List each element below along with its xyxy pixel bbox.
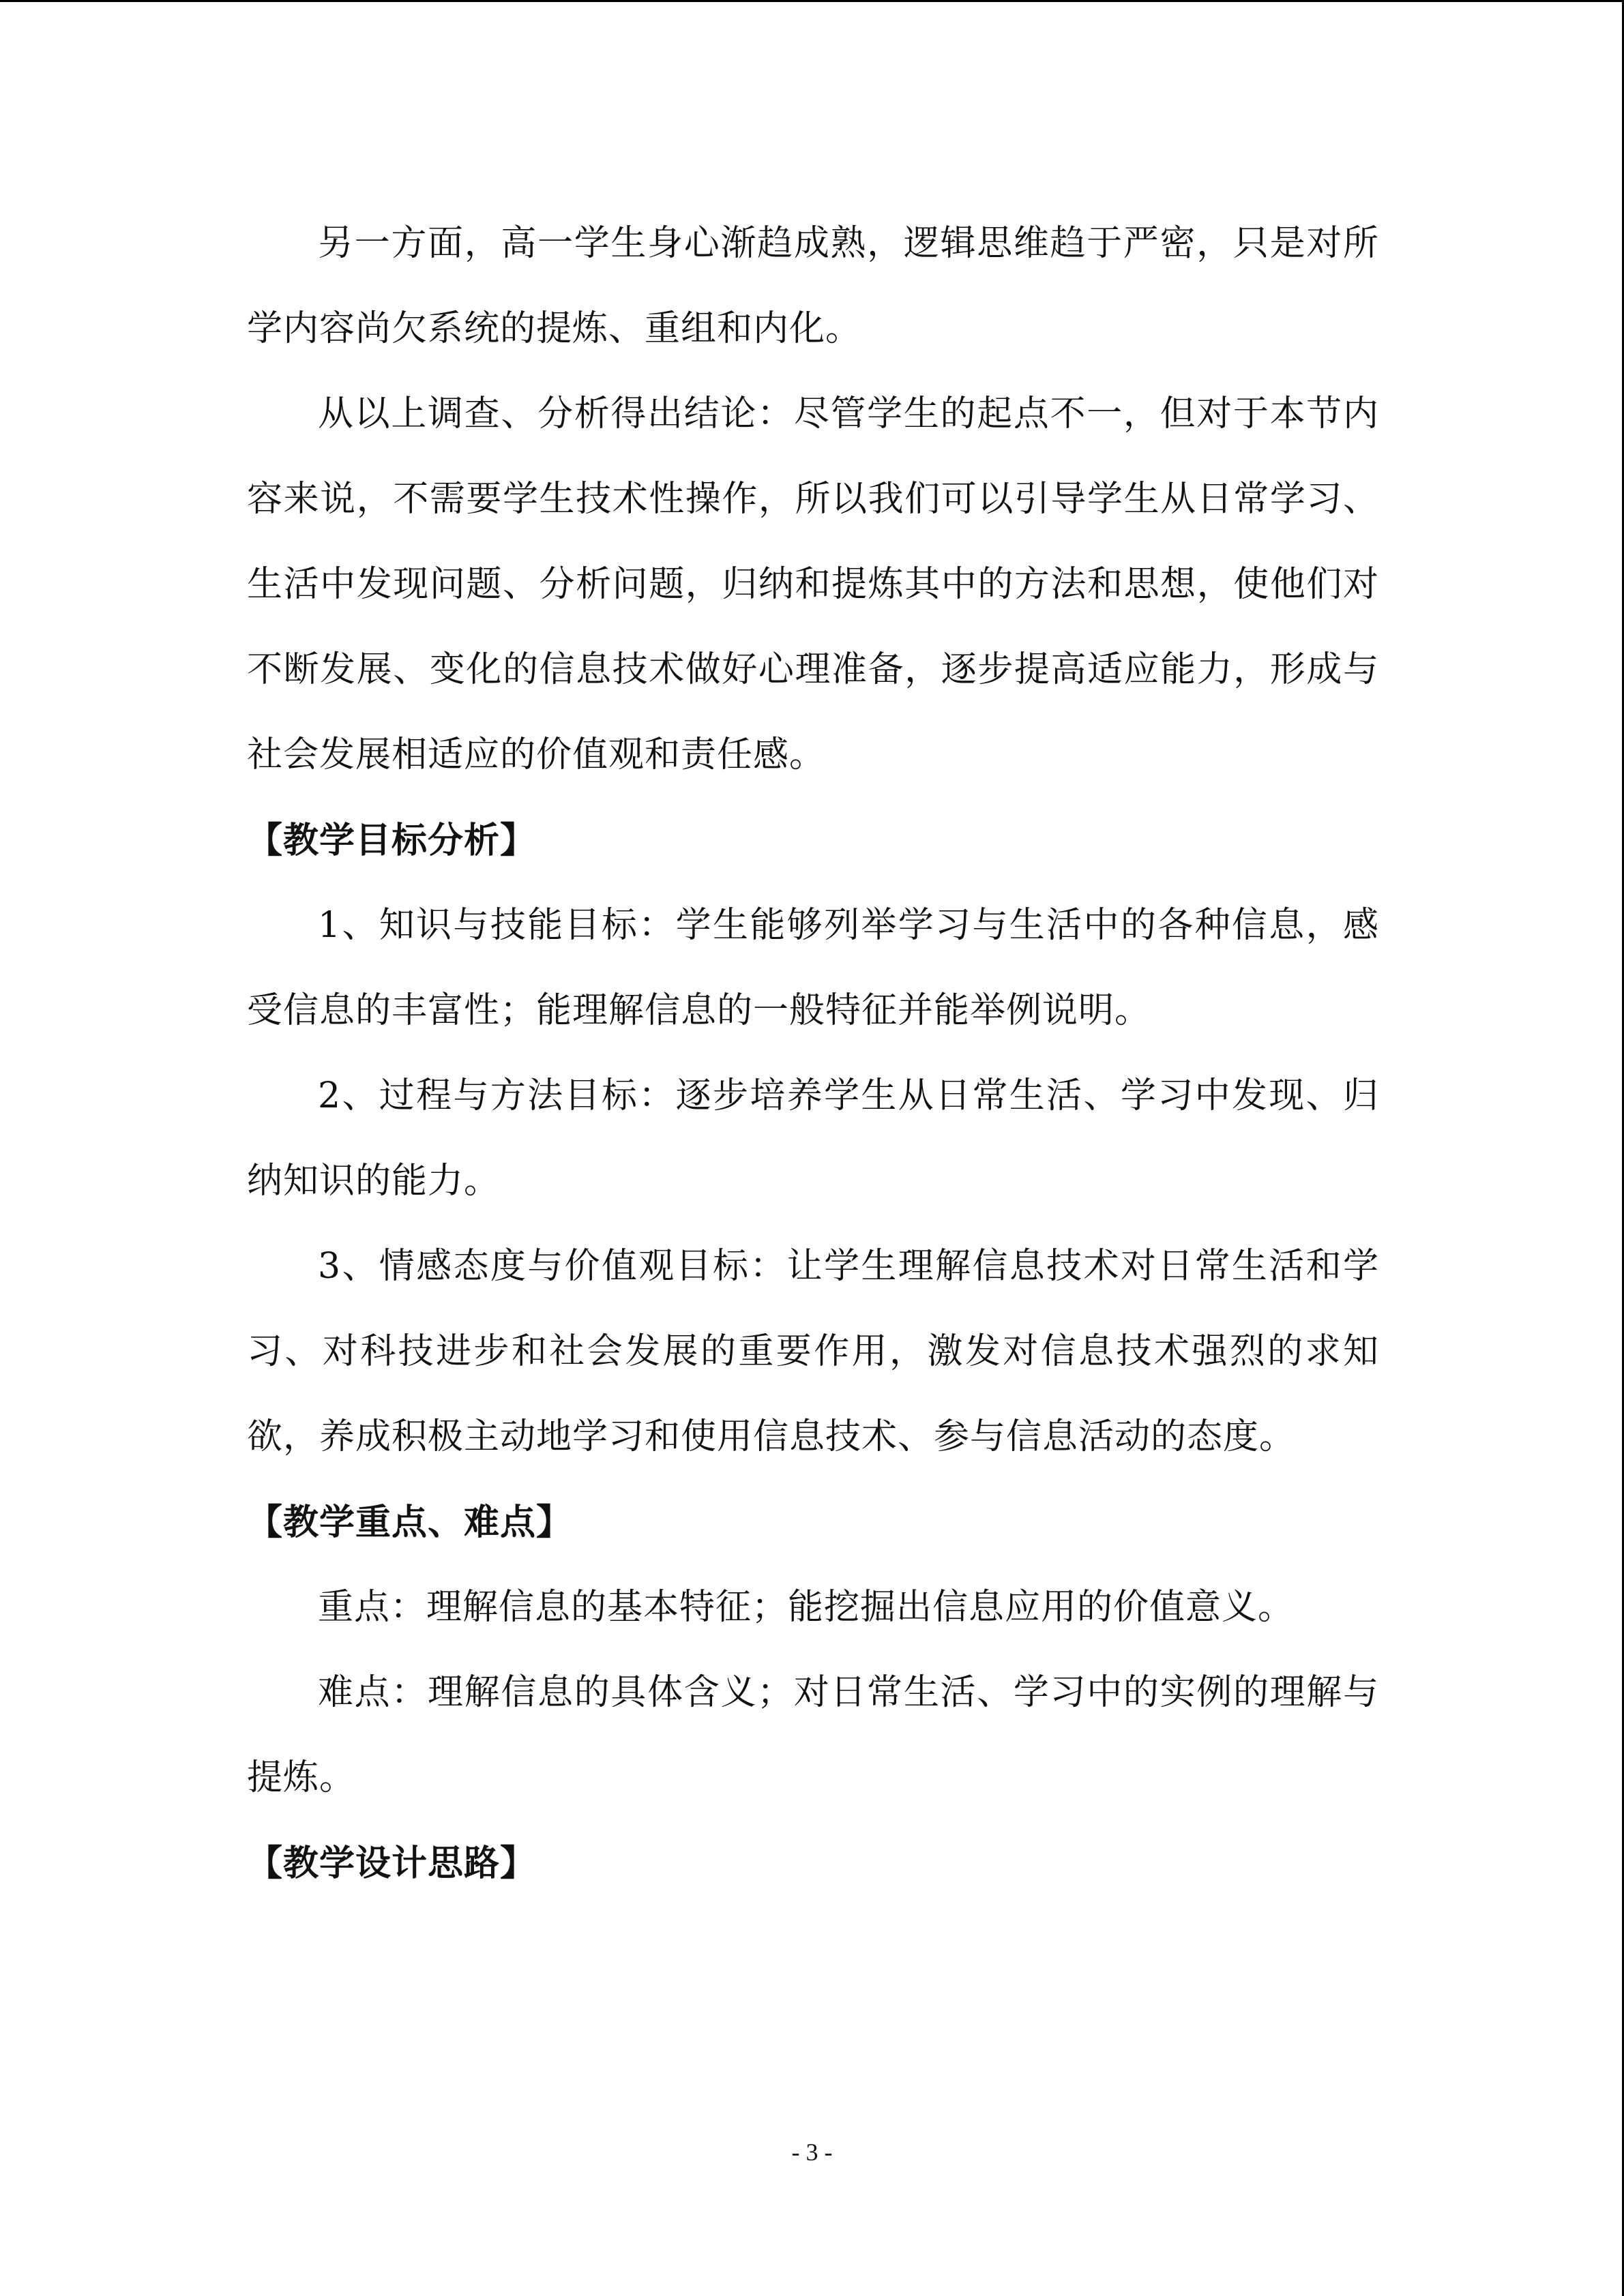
page-number: - 3 -: [791, 2138, 833, 2166]
paragraph-key-point: 重点：理解信息的基本特征；能挖掘出信息应用的价值意义。: [318, 1587, 1295, 1628]
document-body: [247, 201, 1379, 1906]
paragraph-conclusion: 从以上调查、分析得出结论：尽管学生的起点不一，但对于本节内容来说，不需要学生技术性操作，所以我们可以引导学生从日常学习、生活中发现问题、分析问题，归纳和提炼其中的方法和思想，使他们对不断发展、变化的信息技术做好心理准备，逐步提高适应能力，形成与社会发展相适应的价值观和责任感。: [247, 393, 1379, 775]
heading-teaching-goals: 【教学目标分析】: [247, 820, 537, 861]
paragraph-difficulty: 难点：理解信息的具体含义；对日常生活、学习中的实例的理解与提炼。: [247, 1672, 1379, 1798]
paragraph-goal-attitude: 3、情感态度与价值观目标：让学生理解信息技术对日常生活和学习、对科技进步和社会发展的重要作用，激发对信息技术强烈的求知欲，养成积极主动地学习和使用信息技术、参与信息活动的态度。: [247, 1246, 1379, 1457]
heading-design-ideas: 【教学设计思路】: [247, 1843, 537, 1884]
heading-key-points: 【教学重点、难点】: [247, 1502, 573, 1543]
paragraph-maturity: 另一方面，高一学生身心渐趋成熟，逻辑思维趋于严密，只是对所学内容尚欠系统的提炼、重组和内化。: [247, 223, 1379, 349]
paragraph-goal-process: 2、过程与方法目标：逐步培养学生从日常生活、学习中发现、归纳知识的能力。: [247, 1075, 1379, 1202]
paragraph-goal-knowledge: 1、知识与技能目标：学生能够列举学习与生活中的各种信息，感受信息的丰富性；能理解信息的一般特征并能举例说明。: [247, 905, 1379, 1031]
